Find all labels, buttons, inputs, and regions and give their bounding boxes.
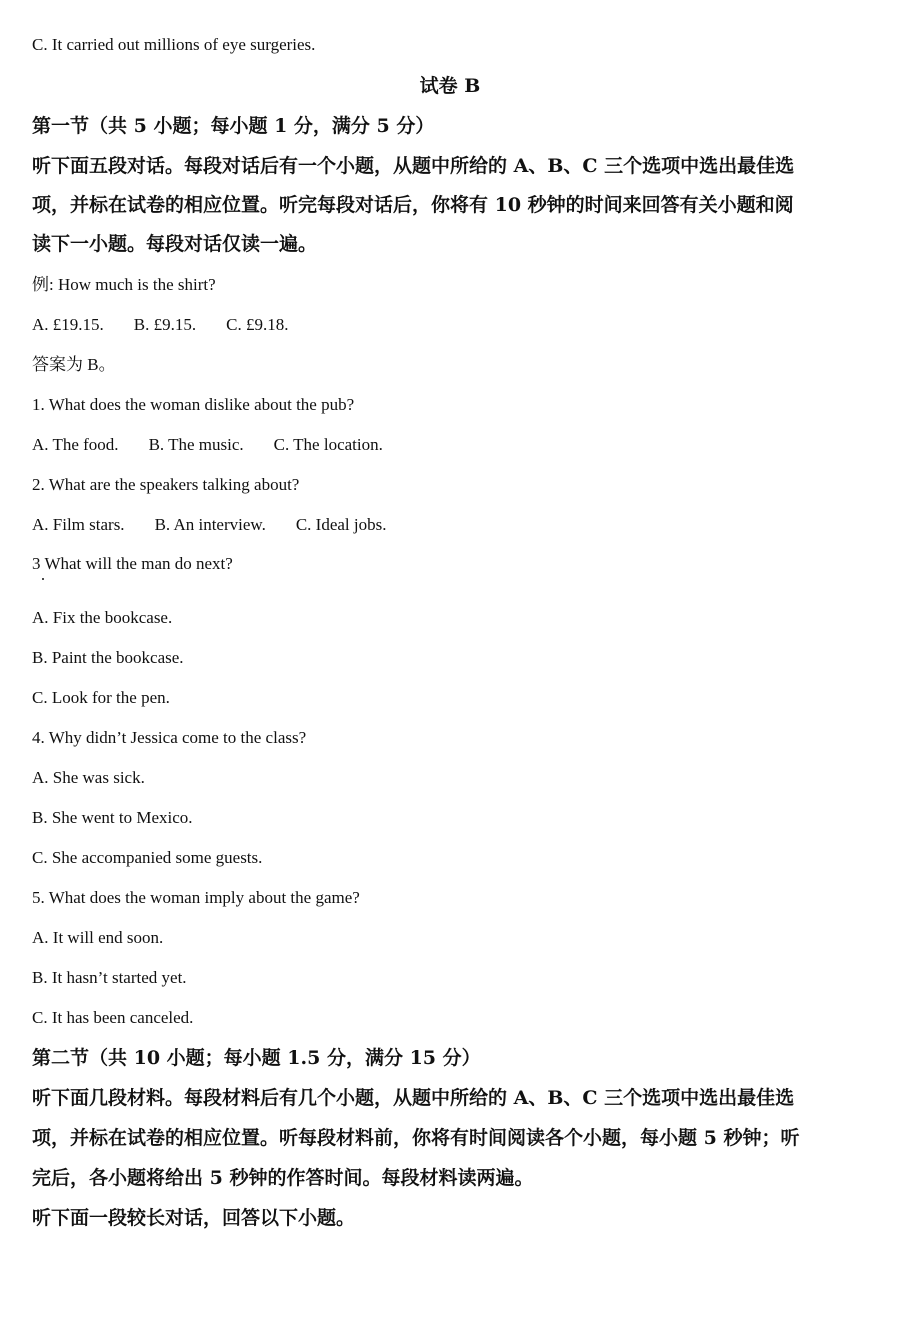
q5-option-a: A. It will end soon. (32, 928, 164, 947)
example-option-b: B. £9.15. (133, 315, 197, 334)
q1-option-b: B. The music. (148, 435, 244, 454)
question-2: 2. What are the speakers talking about? (32, 475, 300, 494)
section2-instruction-line: 完后，各小题将给出 5 秒钟的作答时间。每段材料读两遍。 (32, 1167, 534, 1189)
q1-option-a: A. The food. (32, 435, 119, 454)
q3-option-c: C. Look for the pen. (32, 688, 170, 707)
question-5: 5. What does the woman imply about the game? (32, 888, 360, 907)
q1-option-c: C. The location. (273, 435, 383, 454)
section2-instruction-line: 听下面几段材料。每段材料后有几个小题，从题中所给的 A、B、C 三个选项中选出最佳选 (32, 1087, 795, 1109)
example-question: 例: How much is the shirt? (32, 275, 216, 294)
q4-option-a: A. She was sick. (32, 768, 145, 787)
q2-option-b: B. An interview. (154, 515, 266, 534)
example-option-a: A. £19.15. (32, 315, 104, 334)
section1-instruction-line: 读下一小题。每段对话仅读一遍。 (32, 233, 318, 255)
section1-heading: 第一节（共 5 小题；每小题 1 分，满分 5 分） (32, 115, 435, 137)
q2-option-c: C. Ideal jobs. (295, 515, 387, 534)
section1-instruction-line: 项，并标在试卷的相应位置。听完每段对话后，你将有 10 秒钟的时间来回答有关小题和阅 (32, 194, 794, 216)
question-1: 1. What does the woman dislike about the pub? (32, 395, 355, 414)
example-options (32, 315, 288, 335)
question-1-options (32, 435, 383, 455)
q5-option-b: B. It hasn’t started yet. (32, 968, 187, 987)
example-answer: 答案为 B。 (32, 355, 116, 374)
section2-heading: 第二节（共 10 小题；每小题 1.5 分，满分 15 分） (32, 1047, 481, 1069)
q3-option-b: B. Paint the bookcase. (32, 648, 184, 667)
section2-instruction-line: 项，并标在试卷的相应位置。听每段材料前，你将有时间阅读各个小题，每小题 5 秒钟；听 (32, 1127, 800, 1149)
section2-prompt: 听下面一段较长对话，回答以下小题。 (32, 1207, 356, 1229)
section1-instruction-line: 听下面五段对话。每段对话后有一个小题，从题中所给的 A、B、C 三个选项中选出最佳选 (32, 155, 795, 177)
q2-option-a: A. Film stars. (32, 515, 125, 534)
question-3: 3 What will the man do next? (32, 554, 233, 573)
question-4: 4. Why didn’t Jessica come to the class? (32, 728, 307, 747)
previous-option-c: C. It carried out millions of eye surgeries. (32, 35, 316, 54)
q4-option-b: B. She went to Mexico. (32, 808, 193, 827)
q3-option-a: A. Fix the bookcase. (32, 608, 173, 627)
q4-option-c: C. She accompanied some guests. (32, 848, 263, 867)
example-option-c: C. £9.18. (226, 315, 289, 334)
paper-title: 试卷 B (419, 75, 481, 97)
question-2-options (32, 515, 387, 535)
q5-option-c: C. It has been canceled. (32, 1008, 194, 1027)
stray-dot-mark (42, 578, 44, 580)
